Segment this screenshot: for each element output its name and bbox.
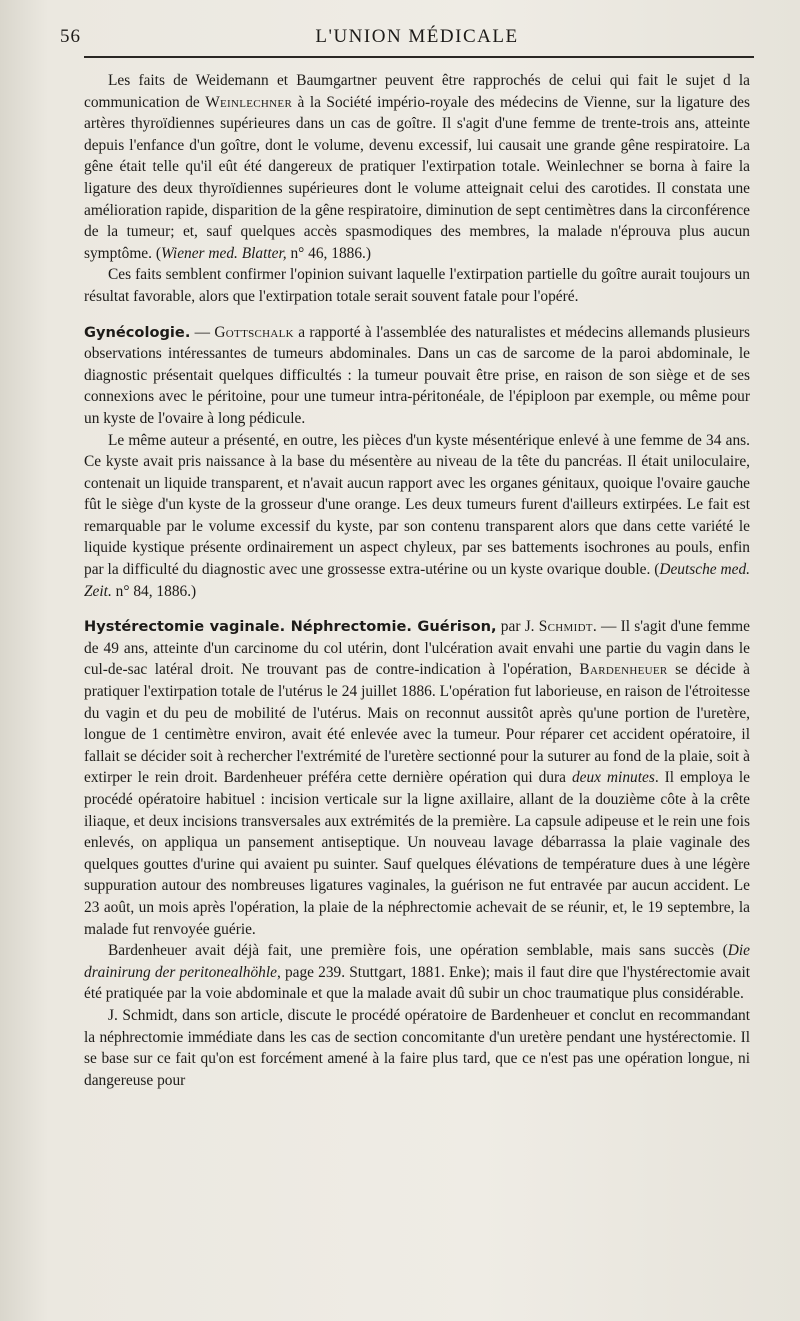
- paragraph-gynecologie: Gynécologie. — Gottschalk a rapporté à l'assemblée des naturalistes et médecins allemands plusieurs observations intéressantes de tumeurs abdominales. Dans un cas de sarcome de la paroi abdominale, le diagnostic présentait quelques difficultés : la tumeur pouvait être prise, en raison de son siège et de ses connexions avec le péritoine, pour une tumeur intra-péritonéale, de l'épiploon par exemple, ou même pour un kyste de l'ovaire à long pédicule.: [84, 323, 751, 427]
- author-name: Schmidt: [538, 618, 593, 636]
- emphasis: deux minutes: [571, 769, 655, 787]
- header-rule: [84, 56, 754, 58]
- article-body: [84, 70, 750, 1091]
- running-head: [60, 22, 750, 56]
- author-name: Bardenheuer: [579, 661, 668, 679]
- author-name: Weinlechner: [205, 93, 293, 111]
- journal-title: L'UNION MÉDICALE: [315, 26, 519, 47]
- section-heading: Hystérectomie vaginale. Néphrectomie. Guérison,: [84, 618, 497, 636]
- paragraph-hysterectomie: Hystérectomie vaginale. Néphrectomie. Guérison, par J. Schmidt. — Il s'agit d'une femme de 49 ans, atteinte d'un carcinome du col utérin, dont l'ulcération avait envahi une partie du vagin dans le cul-de-sac latéral droit. Ne trouvant pas de contre-indication à l'opération, Bardenheuer se décide à pratiquer l'extirpation totale de l'utérus le 24 juillet 1886. L'opération fut laborieuse, en raison de l'étroitesse du vagin et du peu de mobilité de l'utérus. Mais on reconnut aussitôt après qu'une portion de l'uretère, longue de 1 centimètre environ, avait été enlevée avec la tumeur. Pour réparer cet accident opératoire, il fallait se décider soit à rechercher l'extrémité de l'uretère sectionné pour la suturer au fond de la plaie, soit à extirper le rein droit. Bardenheuer préféra cette dernière opération qui dura deux minutes. Il employa le procédé opératoire habituel : incision verticale sur la ligne axillaire, allant de la douzième côte à la crête iliaque, et deux incisions transversales aux extrémités de la première. La capsule adipeuse et le rein une fois enlevés, on appliqua un pansement antiseptique. Un nouveau lavage débarrassa la plaie vaginale des quelques gouttes d'urine qui avaient pu suinter. Sauf quelques élévations de température dues à une légère suppuration autour des nombreuses ligatures vaginales, la guérison ne fut entravée par aucun accident. Le 23 août, un mois après l'opération, la plaie de la néphrectomie achevait de se réunir, et, le 19 septembre, la malade fut renvoyée guérie.: [84, 618, 750, 938]
- paragraph-conclusion: Ces faits semblent confirmer l'opinion suivant laquelle l'extirpation partielle du goître aurait toujours un résultat favorable, alors que l'extirpation totale serait souvent fatale pour l'opéré.: [84, 266, 750, 305]
- paragraph-weinlechner: Les faits de Weidemann et Baumgartner peuvent être rapprochés de celui qui fait le sujet d la communication de Weinlechner à la Société império-royale des médecins de Vienne, sur la ligature des artères thyroïdiennes supérieures dans un cas de goître. Il s'agit d'une femme de trente-trois ans, atteinte depuis l'enfance d'un goître, dont le volume, devenu excessif, lui causait une grande gêne respiratoire. La gêne était telle qu'il eût été dangereux de pratiquer l'extirpation totale. Weinlechner se borna à faire la ligature des deux thyroïdiennes supérieures dont le volume atteignait celui des carotides. Il constata une amélioration rapide, disparition de la gêne respiratoire, diminution de sept centimètres dans la circonférence de la tumeur; et, sauf quelques accès spasmodiques des membres, la malade n'éprouva plus aucun symptôme. (Wiener med. Blatter, n° 46, 1886.): [84, 72, 750, 262]
- paragraph-bardenheuer: Bardenheuer avait déjà fait, une première fois, une opération semblable, mais sans succès (Die drainirung der peritonealhöhle, page 239. Stuttgart, 1881. Enke); mais il faut dire que l'hystérectomie avait été pratiquée par la voie abdominale et que la malade avait dû subir un choc traumatique plus considérable.: [84, 942, 751, 1003]
- paragraph-kyste: Le même auteur a présenté, en outre, les pièces d'un kyste mésentérique enlevé à une femme de 34 ans. Ce kyste avait pris naissance à la base du mésentère au niveau de la tête du pancréas. Il était uniloculaire, contenait un liquide transparent, et n'avait aucun rapport avec les organes génitaux, quoique l'ovaire gauche fût le siège d'un kyste de la grosseur d'une orange. Les deux tumeurs furent d'ailleurs extirpées. Le fait est remarquable par le volume excessif du kyste, par son contenu transparent alors que dans cette variété le liquide kystique présente ordinairement un aspect chyleux, par ses battements isochrones au pouls, enfin par la difficulté du diagnostic avec une grossesse extra-utérine ou un kyste ovarique double. (Deutsche med. Zeit. n° 84, 1886.): [84, 431, 751, 600]
- page-number: 56: [60, 26, 81, 47]
- citation: Wiener med. Blatter,: [160, 244, 287, 262]
- citation: Die drainirung der peritonealhöhle: [84, 942, 750, 981]
- citation: Deutsche med. Zeit.: [84, 561, 751, 600]
- section-heading: Gynécologie.: [84, 323, 191, 341]
- author-name: Gottschalk: [214, 323, 294, 341]
- paragraph-schmidt: J. Schmidt, dans son article, discute le procédé opératoire de Bardenheuer et conclut en recommandant la néphrectomie immédiate dans les cas de section concomitante d'un uretère pendant une hystérectomie. Il se base sur ce fait qu'on est forcément amené à la faire plus tard, que ce n'est pas une opération longue, ni dangereuse pour: [84, 1006, 750, 1089]
